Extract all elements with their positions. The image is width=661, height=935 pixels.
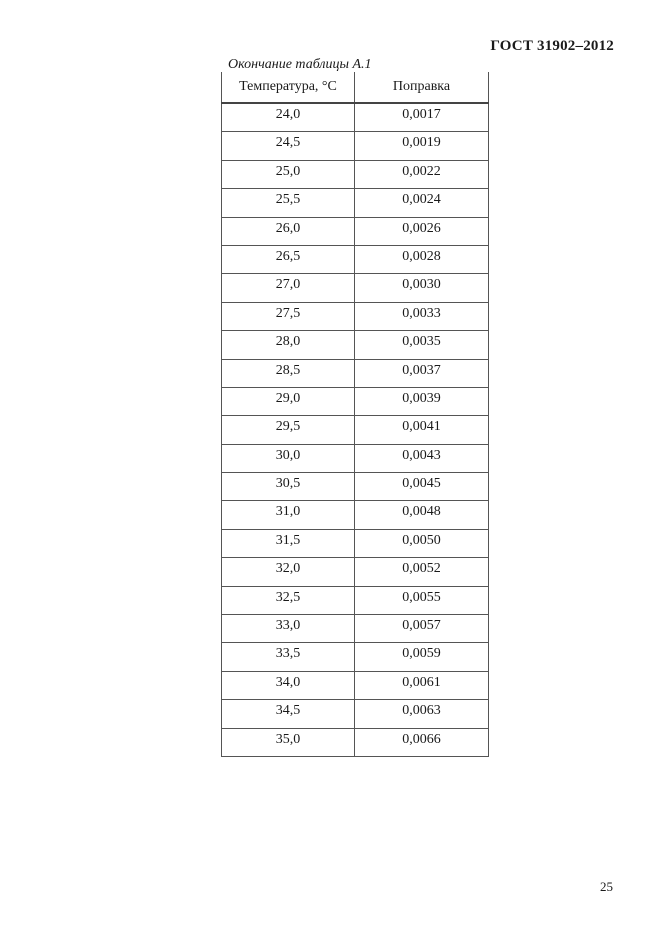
table-row [222,331,489,359]
standard-code: ГОСТ 31902–2012 [490,38,614,54]
temperature-cell: 27,5 [222,302,355,330]
table-header-row [222,72,489,103]
temperature-cell: 29,5 [222,416,355,444]
page-number: 25 [600,879,613,894]
correction-cell: 0,0048 [355,501,489,529]
temperature-cell: 31,5 [222,529,355,557]
correction-cell: 0,0022 [355,160,489,188]
temperature-cell: 25,0 [222,160,355,188]
temperature-cell: 27,0 [222,274,355,302]
table-row [222,132,489,160]
correction-cell: 0,0024 [355,189,489,217]
table-row [222,473,489,501]
correction-cell: 0,0039 [355,387,489,415]
correction-cell: 0,0043 [355,444,489,472]
table-row [222,217,489,245]
correction-cell: 0,0017 [355,103,489,132]
column-header-correction: Поправка [355,72,489,103]
temperature-cell: 25,5 [222,189,355,217]
table-row [222,529,489,557]
correction-cell: 0,0041 [355,416,489,444]
table-row [222,387,489,415]
temperature-cell: 26,0 [222,217,355,245]
table-row [222,359,489,387]
correction-cell: 0,0057 [355,615,489,643]
temperature-cell: 33,5 [222,643,355,671]
correction-cell: 0,0030 [355,274,489,302]
table-row [222,700,489,728]
table-row [222,274,489,302]
table-row [222,444,489,472]
correction-cell: 0,0063 [355,700,489,728]
temperature-cell: 31,0 [222,501,355,529]
table-caption: Окончание таблицы А.1 [228,57,372,72]
table-body [222,103,489,756]
temperature-cell: 32,0 [222,558,355,586]
table-row [222,302,489,330]
correction-cell: 0,0066 [355,728,489,756]
correction-cell: 0,0050 [355,529,489,557]
correction-cell: 0,0055 [355,586,489,614]
table-row [222,189,489,217]
correction-cell: 0,0019 [355,132,489,160]
temperature-cell: 30,0 [222,444,355,472]
table-row [222,671,489,699]
temperature-cell: 35,0 [222,728,355,756]
correction-cell: 0,0033 [355,302,489,330]
correction-cell: 0,0052 [355,558,489,586]
table-row [222,416,489,444]
table-row [222,615,489,643]
temperature-cell: 28,0 [222,331,355,359]
table-row [222,586,489,614]
temperature-cell: 28,5 [222,359,355,387]
table-row [222,103,489,132]
temperature-cell: 34,0 [222,671,355,699]
table-row [222,728,489,756]
column-header-temperature: Температура, °С [222,72,355,103]
correction-table [221,72,489,757]
correction-cell: 0,0026 [355,217,489,245]
temperature-cell: 26,5 [222,245,355,273]
correction-cell: 0,0037 [355,359,489,387]
temperature-cell: 30,5 [222,473,355,501]
correction-cell: 0,0028 [355,245,489,273]
temperature-cell: 34,5 [222,700,355,728]
temperature-cell: 24,5 [222,132,355,160]
correction-cell: 0,0059 [355,643,489,671]
correction-cell: 0,0035 [355,331,489,359]
correction-cell: 0,0061 [355,671,489,699]
table-row [222,245,489,273]
temperature-cell: 29,0 [222,387,355,415]
table-row [222,160,489,188]
table-row [222,643,489,671]
table-row [222,558,489,586]
temperature-cell: 24,0 [222,103,355,132]
table-row [222,501,489,529]
temperature-cell: 33,0 [222,615,355,643]
temperature-cell: 32,5 [222,586,355,614]
correction-cell: 0,0045 [355,473,489,501]
